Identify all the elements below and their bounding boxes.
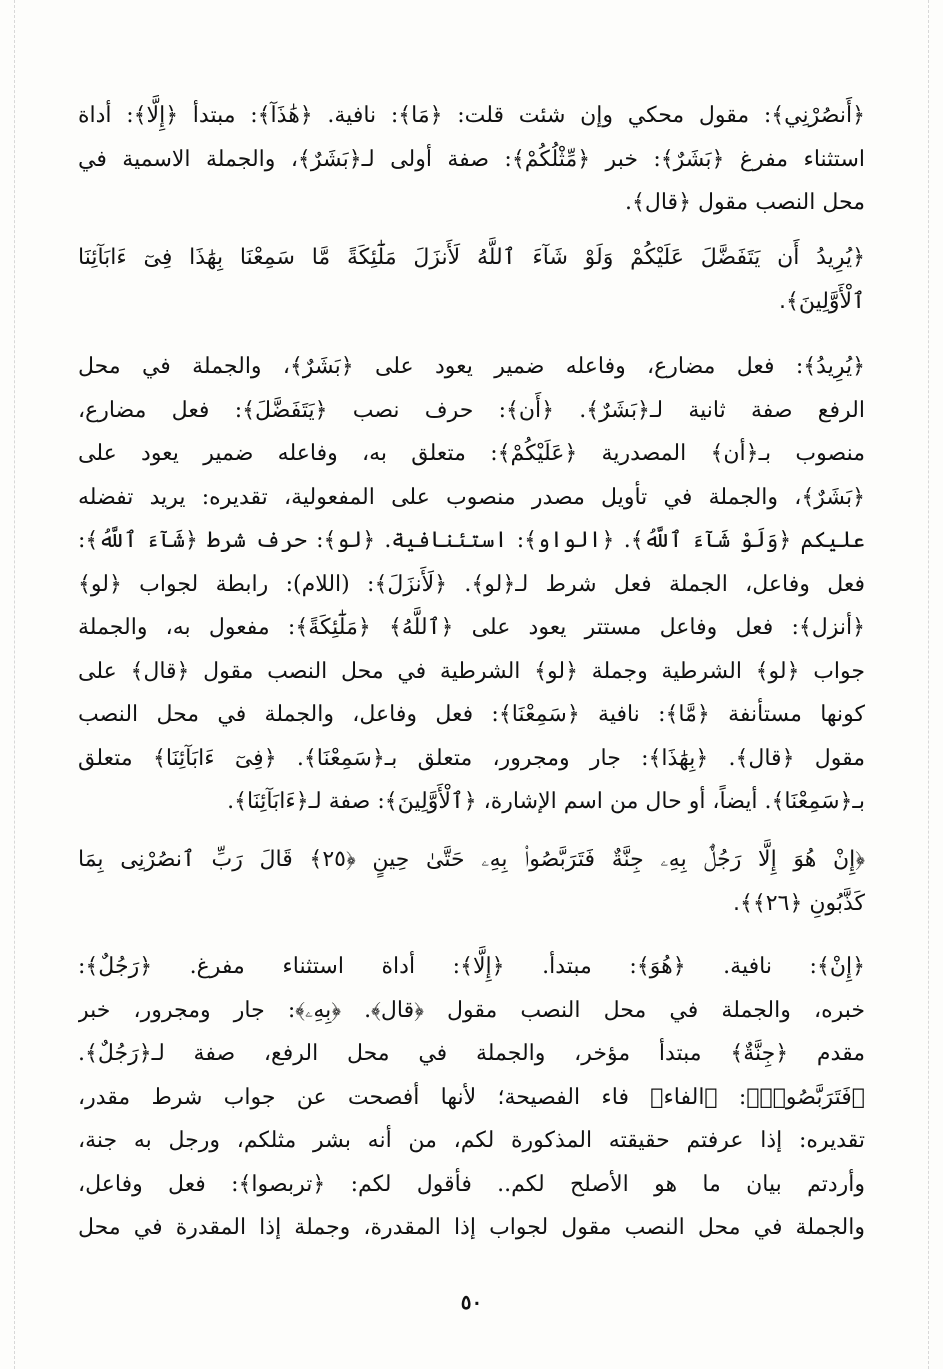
page-number: ٥٠ [460,1290,483,1314]
verse-line: ﴿إِنْ هُوَ إِلَّا رَجُلٌۢ بِهِۦ جِنَّةٌ فَتَرَبَّصُوا۟ بِهِۦ حَتَّىٰ حِينٍ ﴿٢٥﴾ قَالَ رَبِّ ٱنصُرْنِى بِمَا [78,847,865,872]
text-line: وأردتم بيان ما هو الأصلح لكم.. فأقول لكم: ﴿تربصوا﴾: فعل وفاعل، [78,1171,865,1197]
commentary-paragraph-1 [78,94,865,225]
text-line: منصوب بـ﴿أن﴾ المصدرية ﴿عَلَيْكُمْ﴾: متعلق به، وفاعله ضمير يعود على [78,441,865,466]
left-margin-guide [14,0,15,1369]
text-line: ﴿أَنصُرْنِي﴾: مقول محكي وإن شئت قلت: ﴿مَا﴾: نافية. ﴿هَٰذَآ﴾: مبتدأ ﴿إِلَّا﴾: أداة [78,103,865,128]
text-line: الرفع صفة ثانية لـ﴿بَشَرٌ﴾. ﴿أَن﴾: حرف نصب ﴿يَتَفَضَّلَ﴾: فعل مضارع، [78,397,865,423]
text-line: ﴿يُرِيدُ﴾: فعل مضارع، وفاعله ضمير يعود على ﴿بَشَرٌ﴾، والجملة في محل [78,354,865,379]
text-line: محل النصب مقول ﴿قال﴾. [624,190,865,215]
text-line: بـ﴿سَمِعْنَا﴾. أيضاً، أو حال من اسم الإشارة، ﴿ٱلْأَوَّلِينَ﴾: صفة لـ﴿ءَابَآئِنَا﴾. [227,789,865,814]
text-line: عليكم ﴿وَلَوْ شَآءَ ٱللَّهُ﴾. ﴿الواو﴾: استئنافية. ﴿لو﴾: حرف شرط ﴿شَآءَ ٱللَّهُ﴾: [78,528,865,553]
commentary-paragraph-2 [78,345,865,824]
text-line: استثناء مفرغ ﴿بَشَرٌ﴾: خبر ﴿مِّثْلُكُمْ﴾: صفة أولى لـ﴿بَشَرٌ﴾، والجملة الاسمية في [78,146,865,172]
verse-line: ٱلْأَوَّلِينَ﴾. [778,288,865,314]
quran-verse-2 [78,838,865,925]
quran-verse-1 [78,236,865,323]
text-line: تقديره: إذا عرفتم حقيقته المذكورة لكم، من أنه بشر مثلكم، ورجل به جنة، [78,1128,865,1153]
text-line: مقدم ﴿جِنَّةٌ﴾ مبتدأ مؤخر، والجملة في محل الرفع، صفة لـ﴿رَجُلٌ﴾. [78,1041,865,1066]
text-line: مقول ﴿قال﴾. ﴿بِهَٰذَا﴾: جار ومجرور، متعلق بـ﴿سَمِعْنَا﴾. ﴿فِىٓ ءَابَآئِنَا﴾ متعلق [78,745,865,771]
right-margin-guide [928,0,929,1369]
text-line: ﴿أنزل﴾: فعل وفاعل مستتر يعود على ﴿ٱللَّهُ﴾ ﴿مَلَٰٓئِكَةً﴾: مفعول به، والجملة [78,615,865,640]
text-line: ﴿بَشَرٌ﴾، والجملة في تأويل مصدر منصوب على المفعولية، تقديره: يريد تفضله [78,484,865,510]
verse-line: كَذَّبُونِ ﴿٢٦﴾﴾. [733,890,865,916]
text-line: ﴿إِنْ﴾: نافية. ﴿هُوَ﴾: مبتدأ. ﴿إِلَّا﴾: أداة استثناء مفرغ. ﴿رَجُلٌ﴾: [78,954,865,979]
commentary-paragraph-3 [78,945,865,1250]
text-line: فعل وفاعل، الجملة فعل شرط لـ﴿لو﴾. ﴿لَأَنزَلَ﴾: (اللام): رابطة لجواب ﴿لو﴾ [78,571,865,597]
text-line: جواب ﴿لو﴾ الشرطية وجملة ﴿لو﴾ الشرطية في محل النصب مقول ﴿قال﴾ على [78,658,865,684]
text-line: كونها مستأنفة ﴿مَّا﴾: نافية ﴿سَمِعْنَا﴾: فعل وفاعل، والجملة في محل النصب [78,702,865,727]
text-line: والجملة في محل النصب مقول لجواب إذا المقدرة، وجملة إذا المقدرة في محل [78,1215,865,1240]
text-line: ﴿فَتَرَبَّصُوا۟﴾: ﴿الفاء﴾ فاء الفصيحة؛ لأنها أفصحت عن جواب شرط مقدر، [78,1084,865,1110]
text-line: خبره، والجملة في محل النصب مقول ﴿قال﴾. ﴿بِهِۦ﴾: جار ومجرور، خبر [78,997,865,1023]
verse-line: ﴿يُرِيدُ أَن يَتَفَضَّلَ عَلَيْكُمْ وَلَوْ شَآءَ ٱللَّهُ لَأَنزَلَ مَلَٰٓئِكَةً مَّا سَمِعْنَا بِهَٰذَا فِىٓ ءَابَآئِنَا [78,245,865,270]
